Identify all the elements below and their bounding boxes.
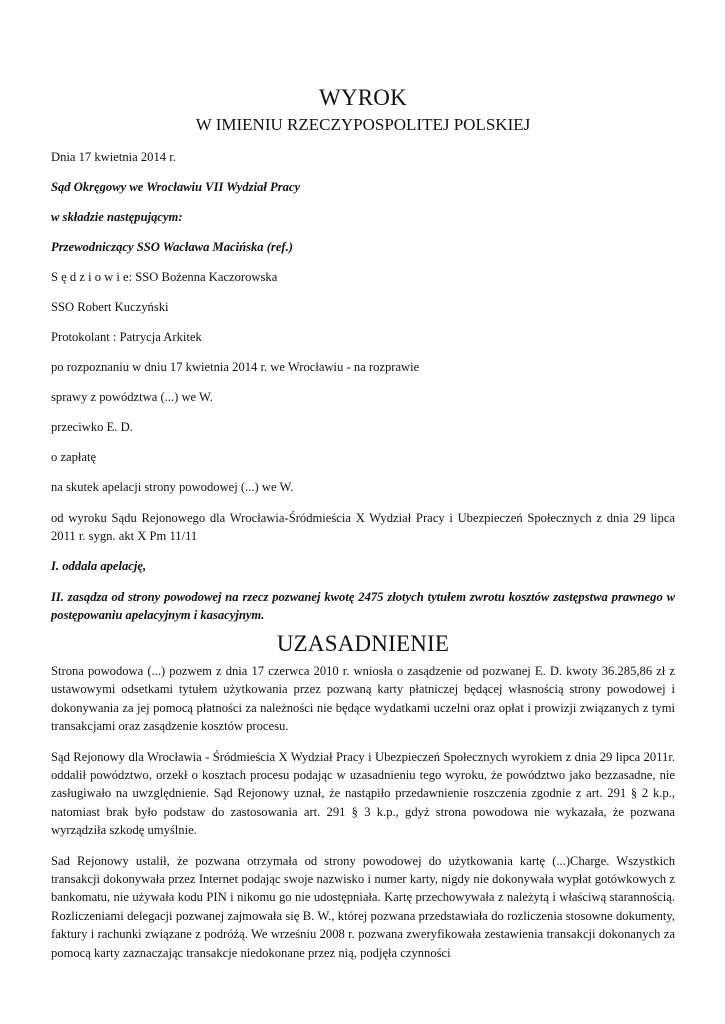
- justification-paragraph: Strona powodowa (...) pozwem z dnia 17 czerwca 2010 r. wniosła o zasądzenie od pozwanej E. D. kwoty 36.285,86 zł z ustawowymi odsetkami tytułem użytkowania przez pozwaną karty płatniczej będącej własnością strony powodowej i dokonywania za jej pomocą płatności za należności nie będące wydatkami uczelni oraz opłat i prowizji związanych z tymi transakcjami oraz zasądzenie kosztów procesu.: [51, 664, 675, 734]
- document-page: [51, 84, 675, 962]
- justification-paragraph: Sąd Rejonowy dla Wrocławia - Śródmieścia X Wydział Pracy i Ubezpieczeń Społecznych wyrokiem z dnia 29 lipca 2011r. oddalił powództwo, orzekł o kosztach procesu podając w uzasadnieniu tego wyroku, że powództwo jako bezzasadne, nie zasługiwało na uwzględnienie. Sąd Rejonowy uznał, że nastąpiło przedawnienie roszczenia zgodnie z art. 291 § 2 k.p., natomiast brak było podstaw do zastosowania art. 291 § 3 k.p., gdyż strona powodowa nie wykazała, że pozwana wyrządziła szkodę umyślnie.: [51, 749, 675, 838]
- subject-line: o zapłatę: [51, 450, 97, 464]
- ruling-two: II. zasądza od strony powodowej na rzecz pozwanej kwotę 2475 złotych tytułem zwrotu kosztów zastępstwa prawnego w postępowaniu apelacyjnym i kasacyjnym.: [51, 590, 675, 622]
- justification-heading: UZASADNIENIE: [276, 631, 450, 656]
- against-line: przeciwko E. D.: [51, 420, 133, 434]
- document-subtitle: W IMIENIU RZECZYPOSPOLITEJ POLSKIEJ: [195, 115, 531, 134]
- case-line: sprawy z powództwa (...) we W.: [51, 390, 213, 404]
- presiding-judge: Przewodniczący SSO Wacława Macińska (ref.): [51, 240, 293, 254]
- appeal-line: na skutek apelacji strony powodowej (...) we W.: [51, 480, 294, 494]
- judges-line: S ę d z i o w i e: SSO Bożenna Kaczorowska: [51, 270, 278, 284]
- judgment-from-line: od wyroku Sądu Rejonowego dla Wrocławia-Śródmieścia X Wydział Pracy i Ubezpieczeń Społecznych z dnia 29 lipca 2011 r. sygn. akt X Pm 11/11: [51, 511, 675, 543]
- document-title: WYROK: [319, 85, 407, 110]
- composition-label: w składzie następującym:: [51, 210, 183, 224]
- clerk-line: Protokolant : Patrycja Arkitek: [51, 330, 202, 344]
- court-name: Sąd Okręgowy we Wrocławiu VII Wydział Pracy: [51, 180, 301, 194]
- justification-paragraph: Sad Rejonowy ustalił, że pozwana otrzymała od strony powodowej do użytkowania kartę (...)Charge. Wszystkich transakcji dokonywała przez Internet podając swoje nazwisko i numer karty, nigdy nie dokonywała wypłat gotówkowych z bankomatu, nie używała kodu PIN i nikomu go nie udostępniała. Kartę przechowywała z należytą i właściwą starannością. Rozliczeniami delegacji pozwanej zajmowała się B. W., której pozwana przedstawiała do rozliczenia stosowne dokumenty, faktury i rachunki związane z podróżą. We wrześniu 2008 r. pozwana zweryfikowała zestawienia transakcji dokonanych za pomocą karty zaznaczając transakcje niedokonane przez nią, podjęła czynności: [51, 853, 675, 960]
- hearing-line: po rozpoznaniu w dniu 17 kwietnia 2014 r. we Wrocławiu - na rozprawie: [51, 360, 420, 374]
- date-line: Dnia 17 kwietnia 2014 r.: [51, 150, 176, 164]
- ruling-one: I. oddala apelację,: [51, 559, 147, 573]
- second-judge: SSO Robert Kuczyński: [51, 300, 169, 314]
